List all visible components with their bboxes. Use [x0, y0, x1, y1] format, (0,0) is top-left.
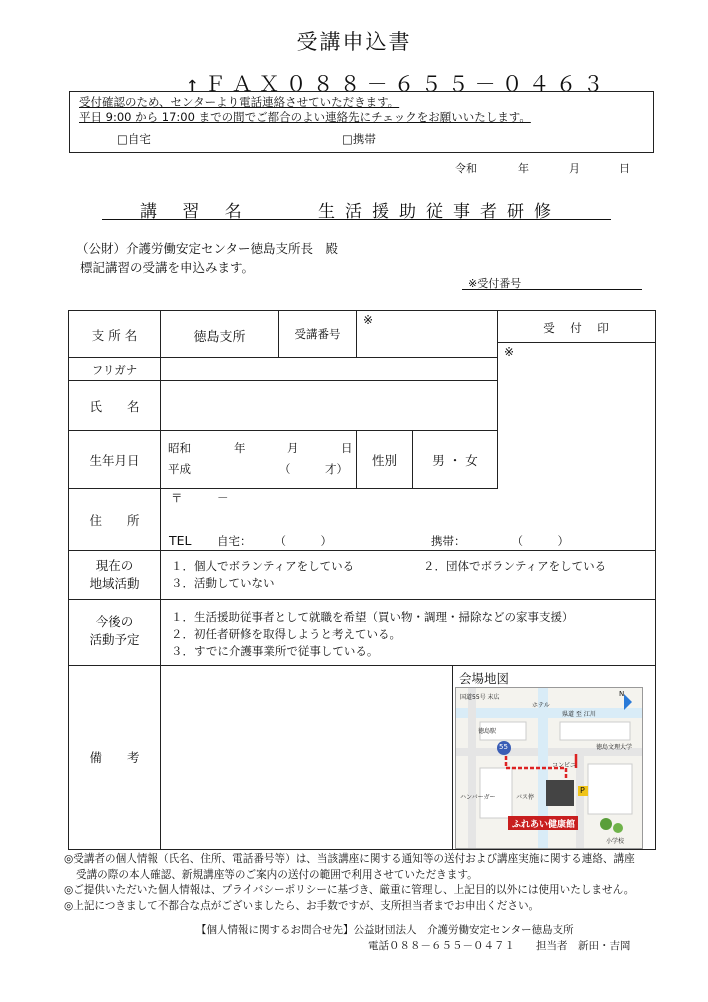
address-label: 住 所: [69, 489, 161, 551]
plan-label-line-2: 活動予定: [89, 632, 140, 647]
receipt-number-field[interactable]: [462, 289, 642, 290]
venue-map: [455, 687, 643, 849]
map-route-number: 55: [499, 743, 508, 751]
plan-label: [69, 600, 161, 666]
date-year[interactable]: 年: [518, 162, 529, 175]
contact-notice-box: [69, 91, 654, 153]
contact-line-2: 電話０８８－６５５－０４７１ 担当者 新田・吉岡: [368, 940, 631, 952]
plan-option-2[interactable]: ２．初任者研修を取得しようと考えている。: [171, 627, 401, 641]
stamp-label: 受 付 印: [498, 311, 656, 343]
date-day[interactable]: 日: [619, 162, 630, 175]
dob-age: （ 才）: [279, 462, 348, 476]
dob-label: 生年月日: [69, 431, 161, 489]
privacy-notes: [64, 852, 635, 914]
activity-option-3[interactable]: ３．活動していない: [171, 576, 275, 590]
map-road-label: 国道55号 末広: [460, 694, 500, 701]
furigana-field[interactable]: [161, 358, 498, 381]
map-parking: P: [580, 786, 585, 795]
remarks-field[interactable]: [161, 666, 453, 850]
dob-field[interactable]: [161, 431, 357, 489]
activity-option-1[interactable]: １．個人でボランティアをしている: [171, 559, 355, 573]
date-era: 令和: [455, 162, 477, 175]
receipt-number-label: ※受付番号: [468, 277, 522, 290]
fax-number: ↑ＦＡＸ０８８－６５５－０４６３: [186, 72, 610, 96]
branch-value: 徳島支所: [161, 311, 279, 358]
stamp-area: [498, 343, 656, 489]
map-university: 徳島文理大学: [596, 744, 633, 751]
branch-label: 支 所 名: [69, 311, 161, 358]
dob-heisei: 平成: [168, 462, 191, 476]
addressee-block: [76, 239, 338, 277]
map-school: 小学校: [606, 838, 625, 845]
plan-option-1[interactable]: １．生活援助従事者として就職を希望（買い物・調理・掃除などの家事支援）: [171, 610, 574, 624]
map-hamburger: ハンバーガー: [460, 794, 496, 801]
plan-option-3[interactable]: ３．すでに介護事業所で従事している。: [171, 644, 379, 658]
plan-label-line-1: 今後の: [95, 614, 134, 629]
checkbox-home[interactable]: □自宅: [117, 132, 151, 146]
date-month[interactable]: 月: [569, 162, 580, 175]
stamp-mark: ※: [504, 345, 515, 359]
dob-year: 年: [234, 441, 246, 455]
student-number-field[interactable]: [357, 311, 498, 358]
privacy-note-3: ◎上記につきまして不都合な点がございましたら、お手数ですが、支所担当者までお申出ください。: [64, 899, 540, 912]
tel-mobile[interactable]: 携帯： （ ）: [431, 534, 569, 548]
activity-option-2[interactable]: ２．団体でボランティアをしている: [423, 559, 607, 573]
addressee-line-1: （公財）介護労働安定センター徳島支所長 殿: [76, 241, 339, 256]
furigana-label: フリガナ: [69, 358, 161, 381]
student-number-label: 受講番号: [279, 311, 357, 358]
activity-label-line-1: 現在の: [95, 558, 134, 573]
sex-options[interactable]: 男 ・ 女: [413, 431, 498, 489]
name-field[interactable]: [161, 381, 498, 431]
map-station: 徳島駅: [478, 728, 497, 735]
activity-options: [161, 551, 656, 600]
address-field[interactable]: [161, 489, 656, 551]
checkbox-mobile[interactable]: □携帯: [342, 132, 376, 146]
notice-line-2: 平日 9:00 から 17:00 までの間でご都合のよい連絡先にチェックをお願いいたします。: [79, 110, 531, 124]
map-label: 会場地図: [459, 671, 510, 686]
activity-label: [69, 551, 161, 600]
course-name: 生活援助従事者研修: [318, 202, 561, 222]
map-convenience: コンビニ: [552, 762, 577, 769]
privacy-note-2: ◎ご提供いただいた個人情報は、プライバシーポリシーに基づき、厳重に管理し、上記目的以外には使用いたしません。: [64, 884, 635, 896]
page-title: 受講申込書: [296, 30, 412, 54]
sex-label: 性別: [357, 431, 413, 489]
map-bus: バス停: [516, 794, 535, 801]
plan-options: [161, 600, 656, 666]
student-number-mark: ※: [363, 313, 374, 327]
activity-label-line-2: 地域活動: [89, 576, 140, 591]
contact-line-1: 【個人情報に関するお問合せ先】公益財団法人 介護労働安定センター徳島支所: [196, 924, 574, 936]
remarks-label: 備 考: [69, 666, 161, 850]
map-venue: ふれあい健康館: [512, 820, 576, 830]
dob-showa: 昭和: [168, 441, 191, 455]
course-label: 講 習 名: [140, 202, 252, 222]
privacy-note-1b: 受講の際の本人確認、新規講座等のご案内の送付の範囲で利用させていただきます。: [76, 868, 478, 881]
dob-month: 月: [287, 441, 299, 455]
map-north: N: [619, 690, 625, 698]
notice-line-1: 受付確認のため、センターより電話連絡させていただきます。: [79, 95, 400, 109]
tel-home[interactable]: 自宅： （ ）: [217, 534, 332, 548]
map-hotel: ホテル: [532, 702, 550, 709]
postal-mark: 〒 －: [171, 491, 229, 505]
course-underline: [102, 219, 611, 220]
tel-label: TEL: [169, 533, 192, 548]
addressee-line-2: 標記講習の受講を申込みます。: [80, 260, 255, 275]
dob-day: 日: [341, 441, 353, 455]
name-label: 氏 名: [69, 381, 161, 431]
privacy-note-1a: ◎受講者の個人情報（氏名、住所、電話番号等）は、当該講座に関する通知等の送付および講座実施に関する連絡、講座: [64, 853, 635, 865]
map-bridge: 県道 至 江川: [562, 711, 596, 718]
